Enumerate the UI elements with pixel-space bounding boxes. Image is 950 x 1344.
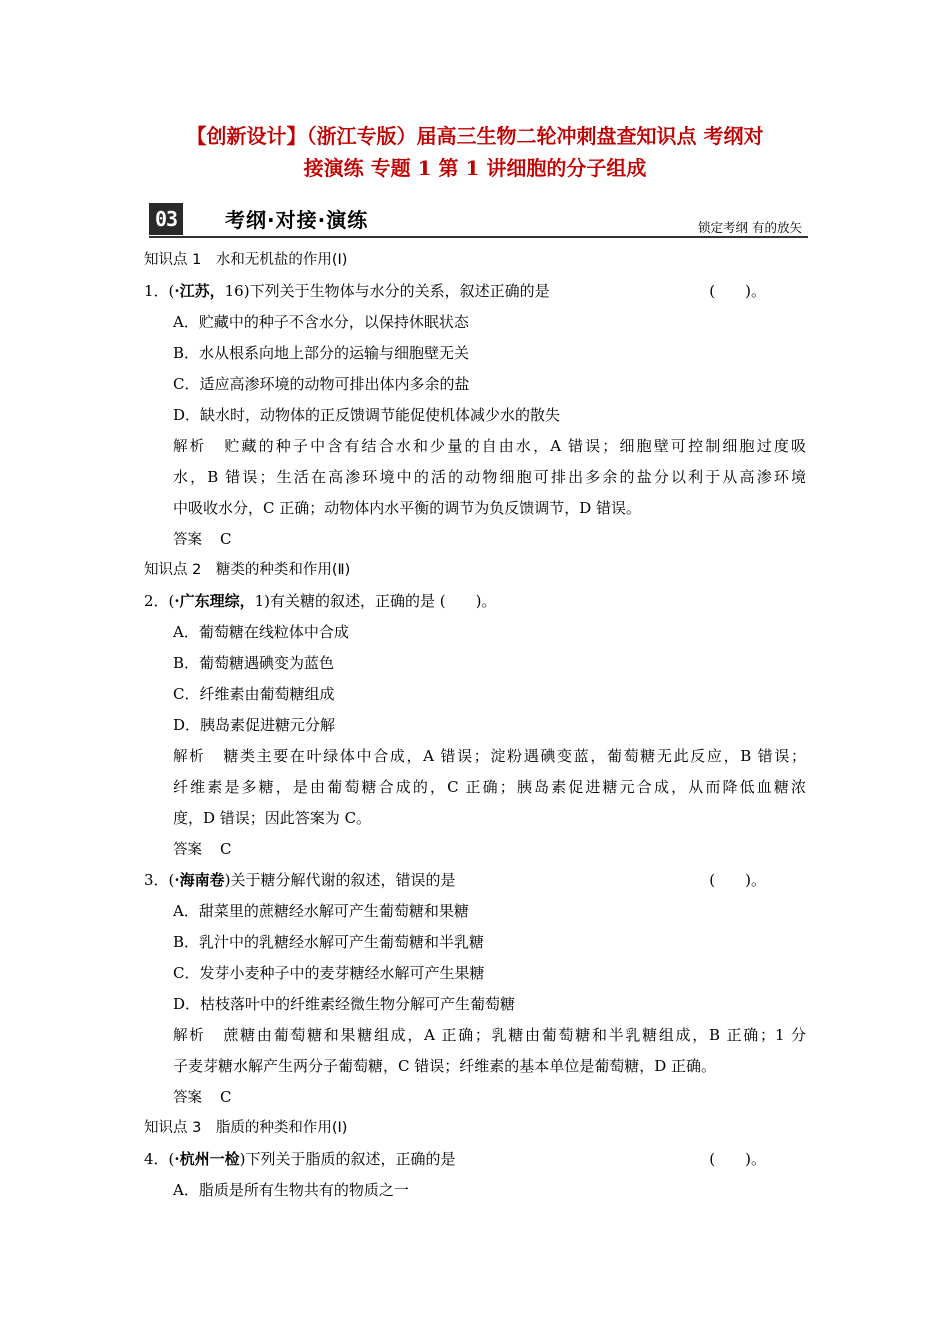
option-c: C．纤维素由葡萄糖组成 bbox=[173, 685, 335, 703]
answer-blank: ( )。 bbox=[709, 282, 766, 300]
option-a: A．贮藏中的种子不含水分，以保持休眠状态 bbox=[173, 313, 469, 331]
analysis-line: 解析 贮藏的种子中含有结合水和少量的自由水，A 错误；细胞壁可控制细胞过度吸 bbox=[173, 437, 806, 455]
answer-line bbox=[144, 1082, 806, 1113]
analysis-label: 解析 bbox=[173, 749, 206, 765]
analysis-line: 解析 糖类主要在叶绿体中合成，A 错误；淀粉遇碘变蓝，葡萄糖无此反应，B 错误； bbox=[173, 747, 806, 765]
exercise-content bbox=[144, 245, 806, 1206]
option-b: B．乳汁中的乳糖经水解可产生葡萄糖和半乳糖 bbox=[173, 933, 485, 951]
analysis-line: 子麦芽糖水解产生两分子葡萄糖，C 错误；纤维素的基本单位是葡萄糖，D 正确。 bbox=[173, 1057, 717, 1075]
knowledge-point-heading: 知识点 1 水和无机盐的作用(Ⅰ) bbox=[144, 252, 348, 268]
section-number-badge: 03 bbox=[149, 203, 183, 235]
question-stem: 4．(·杭州一检)下列关于脂质的叙述，正确的是 ( )。 bbox=[144, 1144, 806, 1175]
question-source: ·杭州一检 bbox=[174, 1150, 240, 1168]
question-source: ·广东理综， bbox=[174, 592, 255, 610]
question-source: ·江苏， bbox=[174, 282, 225, 300]
option-b: B．水从根系向地上部分的运输与细胞壁无关 bbox=[173, 344, 470, 362]
option-b: B．葡萄糖遇碘变为蓝色 bbox=[173, 654, 335, 672]
analysis-line: 中吸收水分，C 正确；动物体内水平衡的调节为负反馈调节，D 错误。 bbox=[173, 499, 642, 517]
option-c: C．发芽小麦种子中的麦芽糖经水解可产生果糖 bbox=[173, 964, 485, 982]
question-source: ·海南卷 bbox=[174, 871, 225, 889]
answer-line bbox=[144, 834, 806, 865]
option-d: D．枯枝落叶中的纤维素经微生物分解可产生葡萄糖 bbox=[173, 995, 516, 1013]
option-a: A．脂质是所有生物共有的物质之一 bbox=[173, 1181, 409, 1199]
knowledge-point-heading: 知识点 3 脂质的种类和作用(Ⅰ) bbox=[144, 1120, 348, 1136]
question-stem: 2．(·广东理综，1)有关糖的叙述，正确的是 ( )。 bbox=[144, 592, 497, 610]
option-d: D．缺水时，动物体的正反馈调节能促使机体减少水的散失 bbox=[173, 406, 561, 424]
document-title bbox=[110, 120, 840, 184]
answer-label: 答案 bbox=[173, 532, 202, 548]
answer-blank: ( )。 bbox=[709, 871, 766, 889]
answer-label: 答案 bbox=[173, 842, 202, 858]
option-d: D．胰岛素促进糖元分解 bbox=[173, 716, 336, 734]
knowledge-point-heading: 知识点 2 糖类的种类和作用(Ⅱ) bbox=[144, 562, 351, 578]
option-c: C．适应高渗环境的动物可排出体内多余的盐 bbox=[173, 375, 470, 393]
question-stem: 3．(·海南卷)关于糖分解代谢的叙述，错误的是 ( )。 bbox=[144, 865, 806, 896]
analysis-label: 解析 bbox=[173, 439, 207, 455]
analysis-line: 解析 蔗糖由葡萄糖和果糖组成，A 正确；乳糖由葡萄糖和半乳糖组成，B 正确；1 分 bbox=[173, 1026, 806, 1044]
answer-value: C bbox=[220, 840, 232, 858]
answer-blank: ( )。 bbox=[709, 1150, 766, 1168]
title-line-1: 【创新设计】（浙江专版）届高三生物二轮冲刺盘查知识点 考纲对 bbox=[186, 124, 764, 148]
banner-divider bbox=[149, 236, 808, 238]
answer-value: C bbox=[220, 530, 232, 548]
section-heading: 考纲·对接·演练 bbox=[225, 208, 369, 232]
section-motto: 锁定考纲 有的放矢 bbox=[698, 220, 802, 235]
analysis-label: 解析 bbox=[173, 1028, 206, 1044]
analysis-line: 度，D 错误；因此答案为 C。 bbox=[173, 809, 372, 827]
answer-value: C bbox=[220, 1088, 232, 1106]
answer-label: 答案 bbox=[173, 1090, 202, 1106]
question-stem: 1．(·江苏，16)下列关于生物体与水分的关系，叙述正确的是 ( )。 bbox=[144, 276, 806, 307]
analysis-line: 纤维素是多糖，是由葡萄糖合成的，C 正确；胰岛素促进糖元合成，从而降低血糖浓 bbox=[173, 778, 806, 796]
option-a: A．甜菜里的蔗糖经水解可产生葡萄糖和果糖 bbox=[173, 902, 469, 920]
analysis-line: 水，B 错误；生活在高渗环境中的活的动物细胞可排出多余的盐分以利于从高渗环境 bbox=[173, 468, 806, 486]
answer-line bbox=[144, 524, 806, 555]
option-a: A．葡萄糖在线粒体中合成 bbox=[173, 623, 349, 641]
section-banner bbox=[145, 200, 808, 240]
title-line-2: 接演练 专题 1 第 1 讲细胞的分子组成 bbox=[303, 156, 647, 180]
